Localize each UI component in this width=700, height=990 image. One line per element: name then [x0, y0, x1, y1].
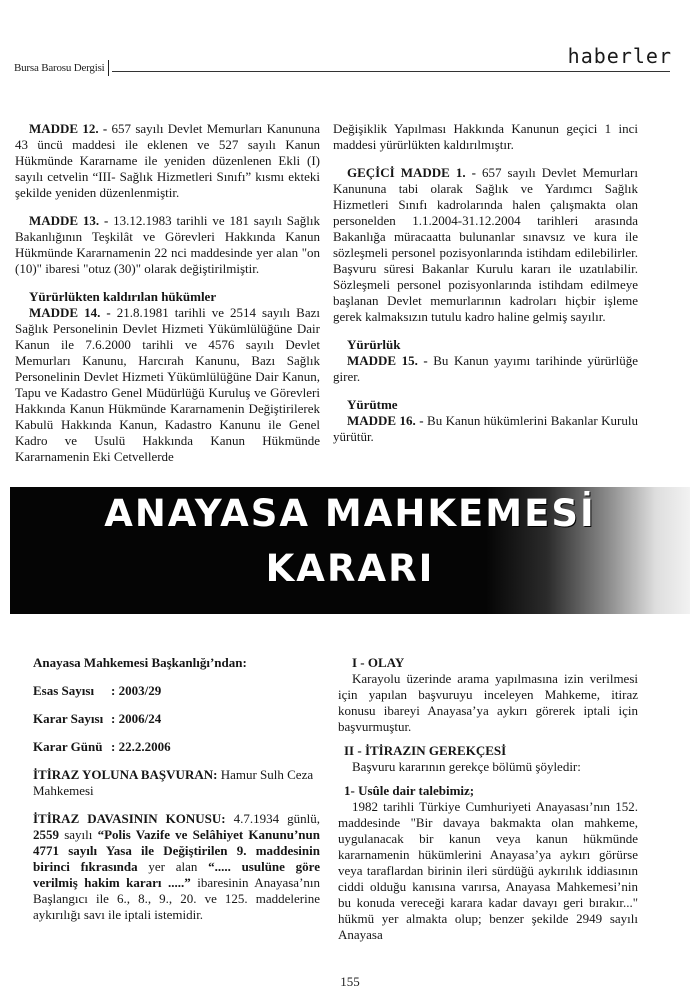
article-12 — [15, 121, 320, 201]
article-13-text: 13.12.1983 tarihli ve 181 sayılı Sağlık Bakanlığının Teşkilât ve Görevleri Hakkında Kanun Hükmünde Kararnamenin 22 nci maddesinde yer alan "on (10)" ibaresi "otuz (30)" olarak değiştirilmiştir. — [15, 213, 320, 276]
upper-right-column — [333, 121, 638, 445]
reasoning-text: Başvuru kararının gerekçe bölümü şöyledir: — [352, 759, 581, 774]
case-number-label: Esas Sayısı — [33, 683, 95, 698]
article-12-label: MADDE 12. - — [29, 121, 108, 136]
article-14-continuation: Değişiklik Yapılması Hakkında Kanunun geçici 1 inci maddesi yürürlükten kaldırılmıştır. — [333, 121, 638, 152]
applicant-value: Hamur Sulh Ceza Mahkemesi — [33, 767, 314, 798]
article-16 — [333, 413, 638, 445]
section-banner — [10, 487, 690, 614]
article-12-text: 657 sayılı Devlet Memurları Kanununa 43 üncü maddesi ile eklenen ve 527 sayılı Kanun Hükmünde Kararname ile yeniden düzenlenen Ekli (I) sayılı cetvelin “III- Sağlık Hizmetleri Sınıfı” kısmı ekteki şekilde yeniden düzenlenmiştir. — [15, 121, 320, 200]
repeal-heading: Yürürlükten kaldırılan hükümler — [29, 289, 217, 304]
lower-right-column — [338, 655, 638, 943]
facts-text: Karayolu üzerinde arama yapılmasına izin verilmesi için yapılan başvuruyu inceleyen Mahkeme, itiraz konusu ibareyi Anayasa’ya aykırı görerek iptali için başvurmuştur. — [338, 671, 638, 734]
header-rule — [112, 71, 670, 72]
header-separator — [108, 60, 109, 76]
decision-number-label: Karar Sayısı — [33, 711, 104, 726]
procedure-text: 1982 tarihli Türkiye Cumhuriyeti Anayasası’nın 152. maddesinde "Bir davaya bakmakta olan mahkeme, uygulanacak bir kanun veya kanun hükmünde kararnamenin hükümlerini Anayasa’ya aykırı görürse veya taraflardan birinin ileri sürdüğü aykırılık iddiasının ciddi olduğu kanısına varırsa, Anayasa Mahkemesi’nin bu konuda vereceği karara kadar davayı geri bırakır..." hükmü yer almakta olup; benzer şekilde 2949 sayılı Anayasa — [338, 799, 638, 942]
banner-title-line-1: ANAYASA MAHKEMESİ — [104, 492, 596, 535]
case-number-value: : 2003/29 — [111, 683, 162, 698]
decision-date — [33, 739, 320, 755]
decision-number — [33, 711, 320, 727]
case-subject-bold-3: “..... usulüne göre verilmiş hakim kararı .....” — [33, 859, 320, 890]
banner-title-line-2: KARARI — [265, 547, 435, 590]
article-15-text: Bu Kanun yayımı tarihinde yürürlüğe girer. — [333, 353, 639, 384]
article-15-label: MADDE 15. - — [347, 353, 428, 368]
issuing-authority: Anayasa Mahkemesi Başkanlığı’ndan: — [33, 655, 247, 670]
journal-title: Bursa Barosu Dergisi — [14, 62, 105, 74]
lower-left-column — [33, 655, 320, 923]
provisional-article-1-label: GEÇİCİ MADDE 1. - — [347, 165, 476, 180]
case-number — [33, 683, 320, 699]
page-number: 155 — [340, 974, 360, 989]
execution-heading: Yürütme — [347, 397, 398, 412]
decision-date-label: Karar Günü — [33, 739, 103, 754]
case-subject-text-2: sayılı — [59, 827, 98, 842]
provisional-article-1-text: 657 sayılı Devlet Memurları Kanununa tabi olarak Sağlık ve Yardımcı Sağlık Hizmetleri Sınıfı kadrolarında halen çalışmakta olan personelden 1.1.2004-31.12.2004 tarihleri arasında Bakanlığa müracaatta bulunanlar sınavsız ve kura ile sözleşmeli personel pozisyonlarında istihdam edilebilirler. Başvuru süresi Bakanlar Kurulu kararı ile uzatılabilir. Sözleşmeli personel pozisyonlarında istihdam edilmeye başlanan Devlet memurlarının kadroları hiçbir işleme gerek kalmaksızın tutulu kadro haline gelmiş sayılır. — [333, 165, 638, 324]
case-subject — [33, 811, 320, 923]
article-14-label: MADDE 14. - — [29, 305, 111, 320]
decision-date-value: : 22.2.2006 — [111, 739, 171, 754]
article-13-label: MADDE 13. - — [29, 213, 109, 228]
article-16-text: Bu Kanun hükümlerini Bakanlar Kurulu yürütür. — [333, 413, 638, 444]
case-subject-text-4: ibaresinin Anayasa’nın Başlangıcı ile 6., 8., 9., 20. ve 125. maddelerine aykırılığı savı ile iptali istemidir. — [33, 875, 321, 922]
case-subject-label: İTİRAZ DAVASININ KONUSU: — [33, 811, 226, 826]
procedure-heading: 1- Usûle dair talebimiz; — [344, 783, 475, 798]
article-16-label: MADDE 16. - — [347, 413, 424, 428]
upper-left-column — [15, 121, 320, 465]
article-15 — [333, 353, 638, 385]
decision-number-value: : 2006/24 — [111, 711, 162, 726]
facts-heading: I - OLAY — [352, 655, 405, 670]
provisional-article-1 — [333, 165, 638, 325]
reasoning-heading: II - İTİRAZIN GEREKÇESİ — [344, 743, 507, 758]
case-subject-text-1: 4.7.1934 günlü, — [225, 811, 320, 826]
article-13 — [15, 213, 320, 277]
section-title: haberler — [567, 44, 672, 68]
article-14 — [15, 305, 320, 465]
effective-date-heading: Yürürlük — [347, 337, 401, 352]
case-subject-bold-2: “Polis Vazife ve Selâhiyet Kanunu’nun 4771 sayılı Yasa ile Değiştirilen 9. maddesinin birinci fıkrasında — [33, 827, 320, 874]
article-14-text: 21.8.1981 tarihli ve 2514 sayılı Bazı Sağlık Personelinin Devlet Hizmeti Yükümlülüğüne Dair Kanun ile 7.6.2000 tarihli ve 4576 sayılı Devlet Memurları Kanunu, Harcırah Kanunu, Bazı Sağlık Personelinin Devlet Hizmeti Yükümlülüğüne Dair Kanun, Tapu ve Kadastro Genel Müdürlüğü Kuruluş ve Görevleri Hakkında Kanun Hükmünde Kararnamenin Değiştirilerek Kabulü Hakkında Kanun, Kadastro Kanunu ile Genel Kadro ve Usulü Hakkında Kanun Hükmünde Kararnamenin Eki Cetvellerde — [15, 305, 320, 464]
applicant — [33, 767, 320, 799]
case-subject-text-3: yer alan — [137, 859, 209, 874]
applicant-label: İTİRAZ YOLUNA BAŞVURAN: — [33, 767, 218, 782]
case-subject-bold-1: 2559 — [33, 827, 59, 842]
